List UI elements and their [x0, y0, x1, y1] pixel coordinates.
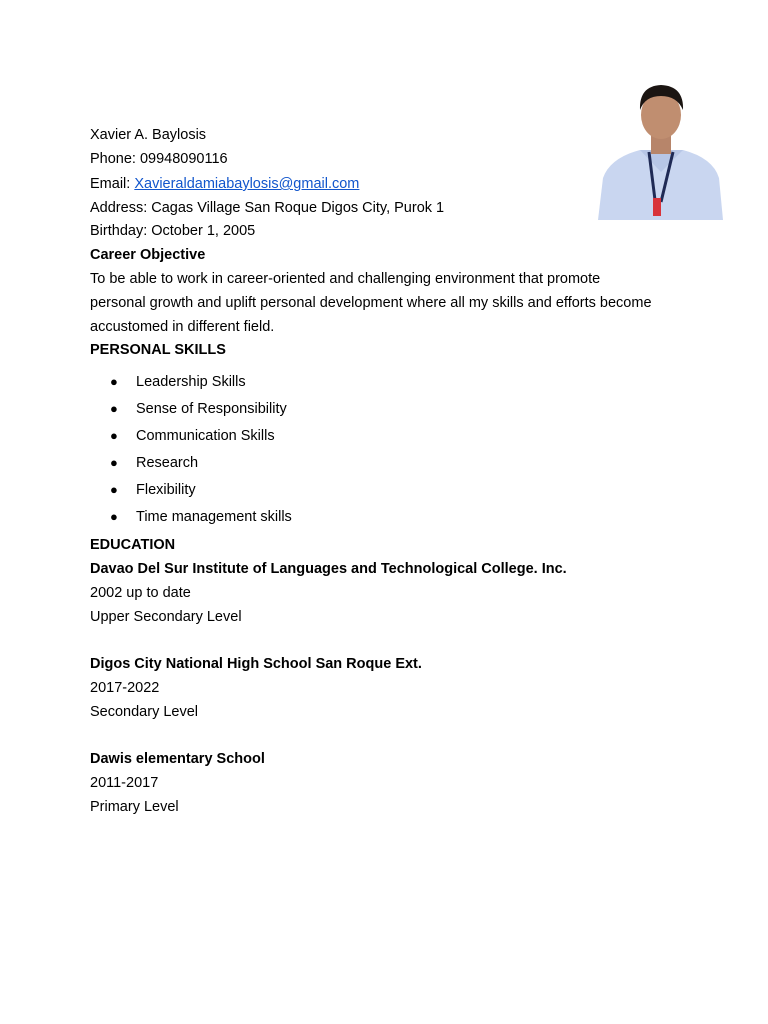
skill-label: Communication Skills: [136, 428, 275, 444]
school-years: 2011-2017: [90, 775, 159, 791]
objective-text-line: accustomed in different field.: [90, 319, 275, 335]
school-name: Digos City National High School San Roque Ext.: [90, 656, 422, 672]
bullet-icon: ●: [110, 401, 118, 416]
education-heading: EDUCATION: [90, 537, 176, 553]
personal-skills-heading: PERSONAL SKILLS: [90, 342, 226, 358]
school-level: Upper Secondary Level: [90, 609, 242, 625]
list-item: [110, 372, 292, 399]
skill-label: Research: [136, 455, 199, 471]
skill-label: Flexibility: [136, 482, 196, 498]
skill-label: Sense of Responsibility: [136, 401, 287, 417]
school-level: Primary Level: [90, 799, 179, 815]
skills-list: [110, 372, 292, 534]
objective-text-line: To be able to work in career-oriented and challenging environment that promote: [90, 271, 601, 287]
list-item: [110, 453, 292, 480]
address: Address: Cagas Village San Roque Digos City, Purok 1: [90, 200, 445, 216]
bullet-icon: ●: [110, 455, 118, 470]
profile-photo: [565, 80, 760, 220]
bullet-icon: ●: [110, 482, 118, 497]
email-label: Email:: [90, 176, 135, 192]
email-link[interactable]: Xavieraldamiabaylosis@gmail.com: [134, 176, 360, 192]
list-item: [110, 507, 292, 534]
email-line: [90, 174, 359, 194]
list-item: [110, 399, 292, 426]
bullet-icon: ●: [110, 509, 118, 524]
bullet-icon: ●: [110, 428, 118, 443]
school-years: 2017-2022: [90, 680, 160, 696]
objective-text-line: personal growth and uplift personal development where all my skills and efforts become: [90, 295, 652, 311]
phone-number: Phone: 09948090116: [90, 151, 228, 167]
school-level: Secondary Level: [90, 704, 199, 720]
school-years: 2002 up to date: [90, 585, 191, 601]
applicant-name: Xavier A. Baylosis: [90, 127, 207, 143]
birthday: Birthday: October 1, 2005: [90, 223, 256, 239]
list-item: [110, 426, 292, 453]
school-name: Dawis elementary School: [90, 751, 265, 767]
skill-label: Leadership Skills: [136, 374, 246, 390]
career-objective-heading: Career Objective: [90, 247, 206, 263]
school-name: Davao Del Sur Institute of Languages and Technological College. Inc.: [90, 561, 567, 577]
skill-label: Time management skills: [136, 509, 292, 525]
list-item: [110, 480, 292, 507]
bullet-icon: ●: [110, 374, 118, 389]
